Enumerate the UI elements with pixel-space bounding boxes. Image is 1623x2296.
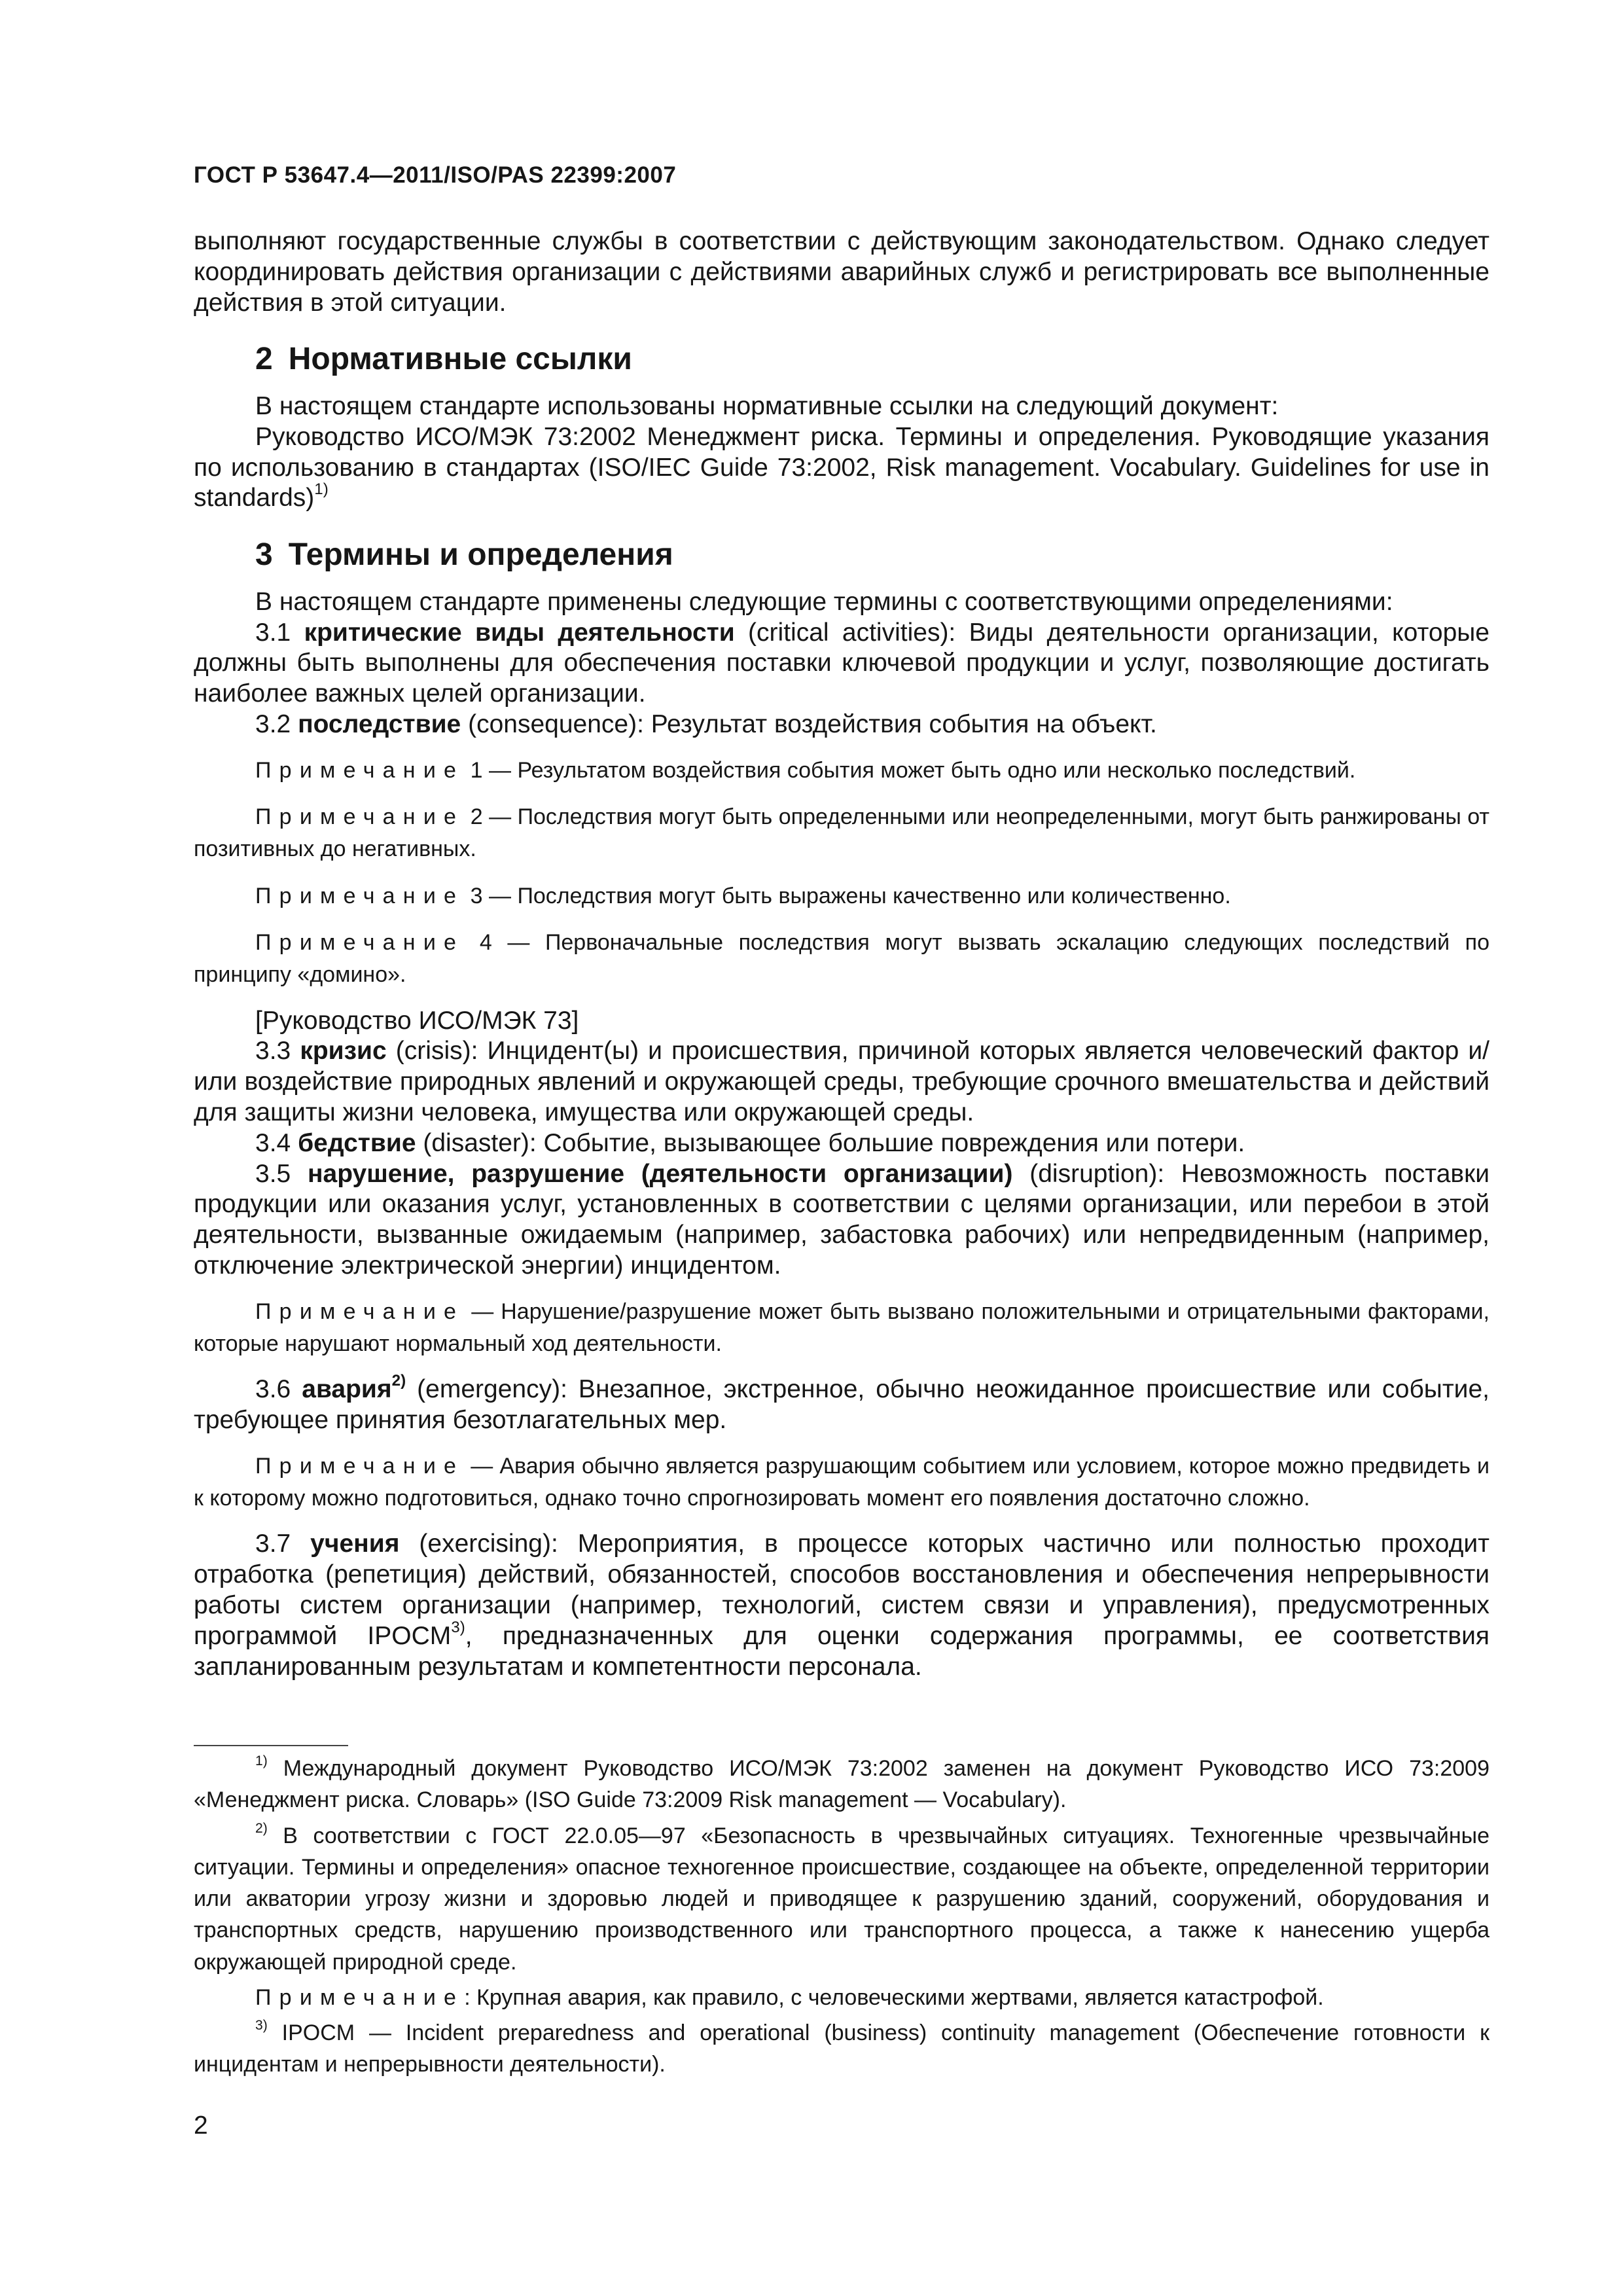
note-text: 2 — Последствия могут быть определенными или неопределенными, могут быть ранжированы от позитивных до негативных. [194,804,1489,862]
page-number: 2 [194,2111,208,2140]
footnote-marker [392,1372,406,1390]
text-run: (crisis): Инцидент(ы) и происшествия, причиной которых является человеческий фактор и/или воздействие природных явлений и окружающей среды, требующие срочного вмешательства и действий для защиты жизни человека, имущества или окружающей среды. [194,1037,1489,1126]
footnote-marker [255,1821,268,1836]
text-run: 3) [255,2018,268,2034]
text-run: [Руководство ИСО/МЭК 73] [255,1006,579,1035]
text-run: (disaster): Событие, вызывающее большие повреждения или потери. [416,1128,1245,1157]
source-reference [194,1006,1489,1037]
section-3-title: Термины и определения [288,537,673,573]
text-run: последствие [298,709,461,738]
document-header: ГОСТ Р 53647.4—2011/ISO/PAS 22399:2007 [194,162,677,188]
note-3-2-2 [194,801,1489,866]
text-run: IPOCM — Incident preparedness and operational (business) continuity management (Обеспечение готовности к инцидентам и непрерывности деятельности). [194,2020,1489,2077]
bold-term [392,1372,406,1390]
bold-term [298,1129,416,1157]
note-label: Примечание [255,804,465,830]
term-3-5 [194,1159,1489,1282]
text-run: 3.4 [255,1128,298,1157]
term-3-2 [194,709,1489,740]
note-label: Примечание [255,883,465,908]
note-label: Примечание [255,1299,465,1324]
note-text: 3 — Последствия могут быть выражены качественно или количественно. [464,883,1231,908]
text-run: учения [310,1530,400,1558]
text-run: нарушение, разрушение (деятельности организации) [307,1159,1013,1188]
note-3-2-3 [194,880,1489,912]
section-3-intro [194,587,1489,618]
section-2-number: 2 [255,342,273,377]
text-run: кризис [300,1037,387,1066]
text-run: (consequence): Результат воздействия события на объект. [461,709,1157,738]
note-3-5 [194,1296,1489,1361]
note-label: Примечание [255,929,465,955]
footnote-2-note [194,1982,1489,2013]
footnote-1 [194,1753,1489,1816]
note-label: Примечание [255,1453,465,1479]
note-text: — Нарушение/разрушение может быть вызвано положительными и отрицательными факторами, которые нарушают нормальный ход деятельности. [194,1299,1489,1356]
footnotes [194,1753,1489,2085]
text-run: Международный документ Руководство ИСО/МЭК 73:2002 заменен на документ Руководство ИСО 73:2009 «Менеджмент риска. Словарь» (ISO Guide 73:2009 Risk management — Vocabulary). [194,1756,1489,1813]
bold-term [308,1160,1013,1188]
text-run: авария [302,1375,392,1404]
text-run: 3.2 [255,709,298,738]
footnote-marker [255,1753,268,1768]
text-run: 3) [451,1618,465,1636]
text-run: , предназначенных для оценки содержания программы, ее соответствия запланированным результатам и компетентности персонала. [194,1621,1490,1681]
text-run: 3.5 [255,1159,308,1188]
bold-term [302,1375,391,1403]
footnote-marker [314,480,329,498]
note-label: Примечание [255,757,465,783]
note-3-6 [194,1450,1489,1515]
footnote-marker [451,1619,465,1636]
section-2-heading [255,340,1489,378]
text-run: (disruption): Невозможность поставки продукции или оказания услуг, установленных в соответствии с целями организации, или перебои в этой деятельности, вызванные ожидаемым (например, забастовка рабочих) или непредвиденным (например, отключение электрической энергии) инцидентом. [194,1159,1489,1280]
text-run: 2) [255,1820,268,1836]
bold-term [304,619,735,647]
text-run: В настоящем стандарте использованы нормативные ссылки на следующий документ: [255,391,1279,420]
note-text: 1 — Результатом воздействия события может быть одно или несколько последствий. [464,757,1356,783]
text-run: Руководство ИСО/МЭК 73:2002 Менеджмент риска. Термины и определения. Руководящие указания по использованию в стандартах (ISO/IEC Guide 73:2002, Risk management. Vocabulary. Guidelines for use in standards) [194,422,1489,512]
note-text: : Крупная авария, как правило, с человеческими жертвами, является катастрофой. [464,1984,1324,2010]
note-3-2-4 [194,927,1489,992]
text-run: бедствие [298,1128,416,1157]
text-run: 1) [314,480,329,499]
text-run: (exercising): Мероприятия, в процессе которых частично или полностью проходит отработка (репетиция) действий, обязанностей, способов восстановления и обеспечения непрерывности работы систем организации (например, технологий, систем связи и управления), предусмотренных программой IPOCM [194,1530,1489,1650]
term-3-6 [194,1374,1489,1436]
section-3-heading [255,536,1489,574]
text-run: 3.1 [255,618,304,647]
text-run: В соответствии с ГОСТ 22.0.05—97 «Безопасность в чрезвычайных ситуациях. Техногенные чрезвычайные ситуации. Термины и определения» опасное техногенное происшествие, создающее на объекте, определенной территории или акватории угрозу жизни и здоровью людей и приводящее к разрушению зданий, сооружений, оборудования и транспортных средств, нарушению производственного или транспортного процесса, а также к нанесению ущерба окружающей природной среде. [194,1823,1489,1975]
section-3-number: 3 [255,537,273,573]
normative-reference [194,422,1489,514]
text-run: (critical activities): Виды деятельности организации, которые должны быть выполнены для обеспечения поставки ключевой продукции и услуг, позволяющие достигать наиболее важных целей организации. [194,618,1489,708]
text-run: 2) [391,1372,406,1390]
term-3-4 [194,1128,1489,1159]
note-label: Примечание [255,1984,465,2010]
text-run: критические виды деятельности [304,618,735,647]
note-3-2-1 [194,755,1489,787]
text-run: 3.7 [255,1530,311,1558]
text-run: 3.3 [255,1037,300,1066]
term-3-7 [194,1529,1489,1682]
section-2-paragraph [194,391,1489,422]
footnote-divider [194,1745,348,1746]
bold-term [300,1037,386,1065]
term-3-3 [194,1036,1489,1128]
intro-paragraph [194,226,1489,318]
footnote-3 [194,2017,1489,2081]
text-run: выполняют государственные службы в соответствии с действующим законодательством. Однако следует координировать действия организации с действиями аварийных служб и регистрировать все выполненные действия в этой ситуации. [194,227,1489,317]
bold-term [298,710,461,738]
text-run: 1) [255,1753,268,1769]
section-2-title: Нормативные ссылки [288,342,632,377]
term-3-1 [194,618,1489,709]
bold-term [310,1530,399,1558]
note-text: 4 — Первоначальные последствия могут вызвать эскалацию следующих последствий по принципу «домино». [194,929,1489,988]
text-run: (emergency): Внезапное, экстренное, обычно неожиданное происшествие или событие, требующее принятия безотлагательных мер. [194,1375,1489,1435]
document-body [194,226,1489,1682]
text-run: В настоящем стандарте применены следующие термины с соответствующими определениями: [255,587,1393,616]
footnote-marker [255,2018,268,2033]
note-text: — Авария обычно является разрушающим событием или условием, которое можно предвидеть и к которому можно подготовиться, однако точно спрогнозировать момент его появления достаточно сложно. [194,1453,1489,1511]
footnote-2 [194,1820,1489,1978]
text-run: 3.6 [255,1375,302,1404]
